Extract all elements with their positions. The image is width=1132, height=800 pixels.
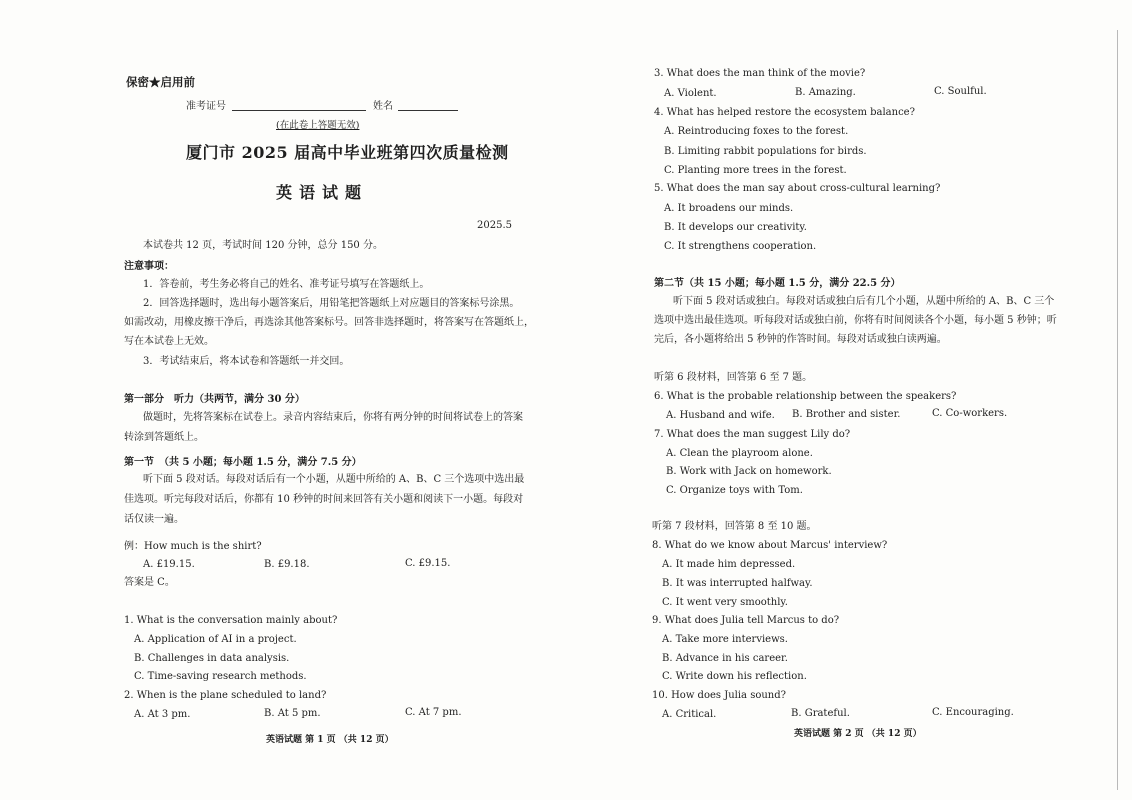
- question-3-option-c: C. Soulful.: [934, 86, 987, 97]
- question-10-option-c: C. Encouraging.: [932, 707, 1014, 718]
- question-6: 6. What is the probable relationship between the speakers?: [654, 391, 957, 402]
- question-7: 7. What does the man suggest Lily do?: [654, 429, 851, 440]
- exam-page-2: [566, 0, 1132, 800]
- confidential-label: 保密★启用前: [126, 75, 195, 89]
- section2-title: 第二节（共 15 小题；每小题 1.5 分，满分 22.5 分）: [654, 278, 901, 289]
- question-9: 9. What does Julia tell Marcus to do?: [652, 615, 840, 626]
- question-5-option-b: B. It develops our creativity.: [664, 222, 807, 233]
- question-4-option-a: A. Reintroducing foxes to the forest.: [664, 126, 849, 137]
- question-4-option-b: B. Limiting rabbit populations for birds.: [664, 146, 867, 157]
- page-2-footer: 英语试题 第 2 页 （共 12 页）: [794, 729, 922, 739]
- question-7-option-b: B. Work with Jack on homework.: [666, 466, 832, 477]
- notice-item-2-line-1: 2．回答选择题时，选出每小题答案后，用铅笔把答题纸上对应题目的答案标号涂黑。: [143, 298, 520, 309]
- example-answer: 答案是 C。: [124, 577, 175, 588]
- material-6-intro: 听第 6 段材料，回答第 6 至 7 题。: [654, 372, 813, 383]
- question-5: 5. What does the man say about cross-cultural learning?: [654, 183, 941, 194]
- question-3-option-a: A. Violent.: [664, 88, 717, 99]
- question-4: 4. What has helped restore the ecosystem balance?: [654, 107, 915, 118]
- notice-item-2-line-3: 写在本试卷上无效。: [124, 336, 214, 347]
- question-6-option-c: C. Co-workers.: [932, 408, 1008, 419]
- question-6-option-a: A. Husband and wife.: [666, 410, 775, 421]
- notice-item-1: 1．答卷前，考生务必将自己的姓名、准考证号填写在答题纸上。: [143, 279, 430, 290]
- part1-desc-line-2: 转涂到答题纸上。: [124, 432, 204, 443]
- part1-desc-line-1: 做题时，先将答案标在试卷上。录音内容结束后，你将有两分钟的时间将试卷上的答案: [143, 412, 523, 423]
- question-6-option-b: B. Brother and sister.: [792, 409, 901, 420]
- material-7-intro: 听第 7 段材料，回答第 8 至 10 题。: [652, 521, 817, 532]
- example-option-a: A. £19.15.: [143, 559, 195, 570]
- question-9-option-b: B. Advance in his career.: [662, 653, 788, 664]
- notice-item-2-line-2: 如需改动，用橡皮擦干净后，再选涂其他答案标号。回答非选择题时，将答案写在答题纸上，: [124, 317, 534, 328]
- name-label: 姓名: [373, 101, 393, 112]
- question-10: 10. How does Julia sound?: [652, 690, 786, 701]
- question-5-option-a: A. It broadens our minds.: [664, 203, 794, 214]
- intro-text: 本试卷共 12 页，考试时间 120 分钟，总分 150 分。: [143, 240, 383, 251]
- question-8-option-b: B. It was interrupted halfway.: [662, 578, 813, 589]
- question-10-option-b: B. Grateful.: [791, 708, 850, 719]
- section1-desc-line-3: 话仅读一遍。: [124, 514, 184, 525]
- subject-title: 英语试题: [276, 183, 369, 202]
- invalid-note: (在此卷上答题无效): [276, 120, 360, 131]
- example-option-b: B. £9.18.: [264, 559, 310, 570]
- question-3: 3. What does the man think of the movie?: [654, 68, 866, 79]
- exam-date: 2025.5: [477, 220, 512, 231]
- name-blank: [398, 110, 458, 111]
- question-2-option-a: A. At 3 pm.: [134, 709, 191, 720]
- section1-desc-line-2: 佳选项。听完每段对话后，你都有 10 秒钟的时间来回答有关小题和阅读下一小题。每段对: [124, 494, 524, 505]
- question-7-option-c: C. Organize toys with Tom.: [666, 485, 803, 496]
- section2-desc-line-3: 完后，各小题将给出 5 秒钟的作答时间。每段对话或独白读两遍。: [654, 334, 947, 345]
- exam-title: 厦门市 2025 届高中毕业班第四次质量检测: [186, 143, 509, 162]
- scan-edge-line: [1117, 30, 1118, 790]
- question-2-option-b: B. At 5 pm.: [264, 708, 321, 719]
- example-question: 例：How much is the shirt?: [124, 541, 262, 552]
- question-4-option-c: C. Planting more trees in the forest.: [664, 165, 847, 176]
- question-9-option-c: C. Write down his reflection.: [662, 671, 807, 682]
- page-1-footer: 英语试题 第 1 页 （共 12 页）: [266, 735, 394, 745]
- section1-desc-line-1: 听下面 5 段对话。每段对话后有一个小题，从题中所给的 A、B、C 三个选项中选出最: [143, 474, 525, 485]
- section2-desc-line-1: 听下面 5 段对话或独白。每段对话或独白后有几个小题，从题中所给的 A、B、C 三个: [673, 296, 1055, 307]
- example-option-c: C. £9.15.: [405, 558, 451, 569]
- question-8: 8. What do we know about Marcus' interview?: [652, 540, 888, 551]
- section2-desc-line-2: 选项中选出最佳选项。听每段对话或独白前，你将有时间阅读各个小题，每小题 5 秒钟；听: [654, 315, 1057, 326]
- question-2: 2. When is the plane scheduled to land?: [124, 690, 327, 701]
- part1-title: 第一部分 听力（共两节，满分 30 分）: [124, 394, 305, 405]
- question-1-option-b: B. Challenges in data analysis.: [134, 653, 290, 664]
- question-7-option-a: A. Clean the playroom alone.: [666, 448, 813, 459]
- exam-id-blank: [232, 110, 366, 111]
- question-10-option-a: A. Critical.: [662, 709, 717, 720]
- question-1-option-a: A. Application of AI in a project.: [134, 634, 297, 645]
- exam-id-label: 准考证号: [186, 101, 226, 112]
- question-9-option-a: A. Take more interviews.: [662, 634, 788, 645]
- question-1: 1. What is the conversation mainly about?: [124, 615, 338, 626]
- question-5-option-c: C. It strengthens cooperation.: [664, 241, 817, 252]
- question-2-option-c: C. At 7 pm.: [405, 707, 462, 718]
- section1-title: 第一节 （共 5 小题；每小题 1.5 分，满分 7.5 分）: [124, 457, 362, 468]
- question-8-option-a: A. It made him depressed.: [662, 559, 796, 570]
- notice-title: 注意事项：: [124, 261, 174, 272]
- notice-item-3: 3．考试结束后，将本试卷和答题纸一并交回。: [143, 356, 350, 367]
- question-8-option-c: C. It went very smoothly.: [662, 597, 788, 608]
- question-1-option-c: C. Time-saving research methods.: [134, 671, 307, 682]
- question-3-option-b: B. Amazing.: [795, 87, 856, 98]
